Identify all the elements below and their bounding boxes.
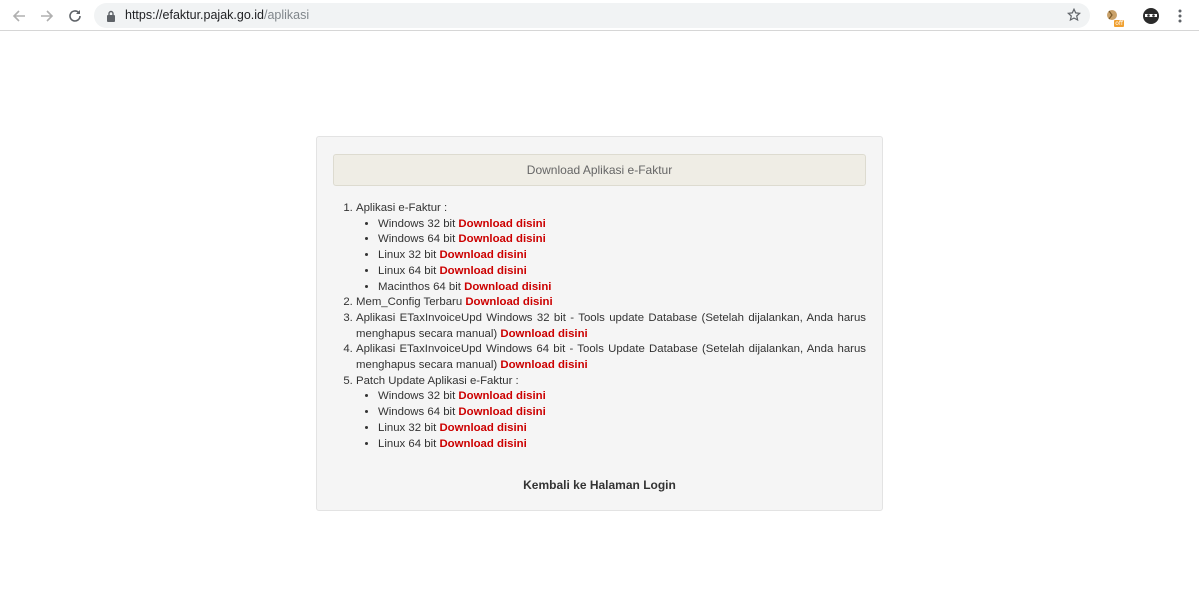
list-item [378,389,866,405]
item-text: Linux 32 bit [378,249,437,262]
back-to-login-link[interactable]: Kembali ke Halaman Login [523,478,676,492]
list-item [356,342,866,373]
item-text: Windows 32 bit [378,217,456,230]
forward-arrow-icon[interactable] [37,6,57,26]
item-text: Linux 64 bit [378,264,437,277]
list-item [378,232,866,248]
list-item [356,311,866,342]
url-host: https://efaktur.pajak.go.id [125,8,264,22]
item-text: Patch Update Aplikasi e-Faktur : [356,374,519,387]
list-item [378,405,866,421]
download-link[interactable]: Download disini [465,296,553,309]
bookmark-star-icon[interactable] [1067,8,1081,27]
item-text: Aplikasi ETaxInvoiceUpd Windows 64 bit - Tools Update Database (Setelah dijalankan, Anda harus menghapus secara manual) [356,343,866,372]
download-list [341,201,866,452]
address-bar[interactable] [94,3,1090,28]
download-link[interactable]: Download disini [439,264,527,277]
list-item [378,421,866,437]
list-item [378,217,866,233]
url-path: /aplikasi [263,8,310,22]
item-text: Mem_Config Terbaru [356,296,463,309]
list-item [378,280,866,296]
extension-icon[interactable] [1103,6,1123,26]
panel-heading: Download Aplikasi e-Faktur [333,154,866,186]
item-text: Windows 64 bit [378,233,456,246]
download-link[interactable]: Download disini [458,406,546,419]
item-text: Windows 64 bit [378,406,456,419]
download-link[interactable]: Download disini [458,217,546,230]
list-item [378,248,866,264]
list-item [356,201,866,295]
download-panel [316,136,883,511]
profile-avatar-icon[interactable] [1141,6,1161,26]
item-text: Windows 32 bit [378,390,456,403]
url-text [125,8,309,22]
download-link[interactable]: Download disini [464,280,552,293]
item-text: Aplikasi e-Faktur : [356,202,448,214]
download-link[interactable]: Download disini [458,233,546,246]
browser-toolbar [0,0,1199,31]
item-text: Linux 32 bit [378,421,437,434]
lock-icon [106,9,116,27]
download-link[interactable]: Download disini [439,421,527,434]
list-item [356,374,866,453]
item-text: Aplikasi ETaxInvoiceUpd Windows 32 bit - Tools update Database (Setelah dijalankan, Anda harus menghapus secara manual) [356,311,866,340]
download-link[interactable]: Download disini [458,390,546,403]
item-text: Linux 64 bit [378,437,437,450]
download-link[interactable]: Download disini [500,327,588,340]
item-text: Macinthos 64 bit [378,280,461,293]
list-item [356,295,866,311]
list-item [378,437,866,453]
list-item [378,264,866,280]
back-arrow-icon[interactable] [9,6,29,26]
extension-badge: off [1115,20,1123,27]
menu-kebab-icon[interactable] [1170,6,1190,26]
reload-icon[interactable] [65,6,85,26]
download-link[interactable]: Download disini [439,437,527,450]
download-link[interactable]: Download disini [439,249,527,262]
download-link[interactable]: Download disini [500,359,588,372]
